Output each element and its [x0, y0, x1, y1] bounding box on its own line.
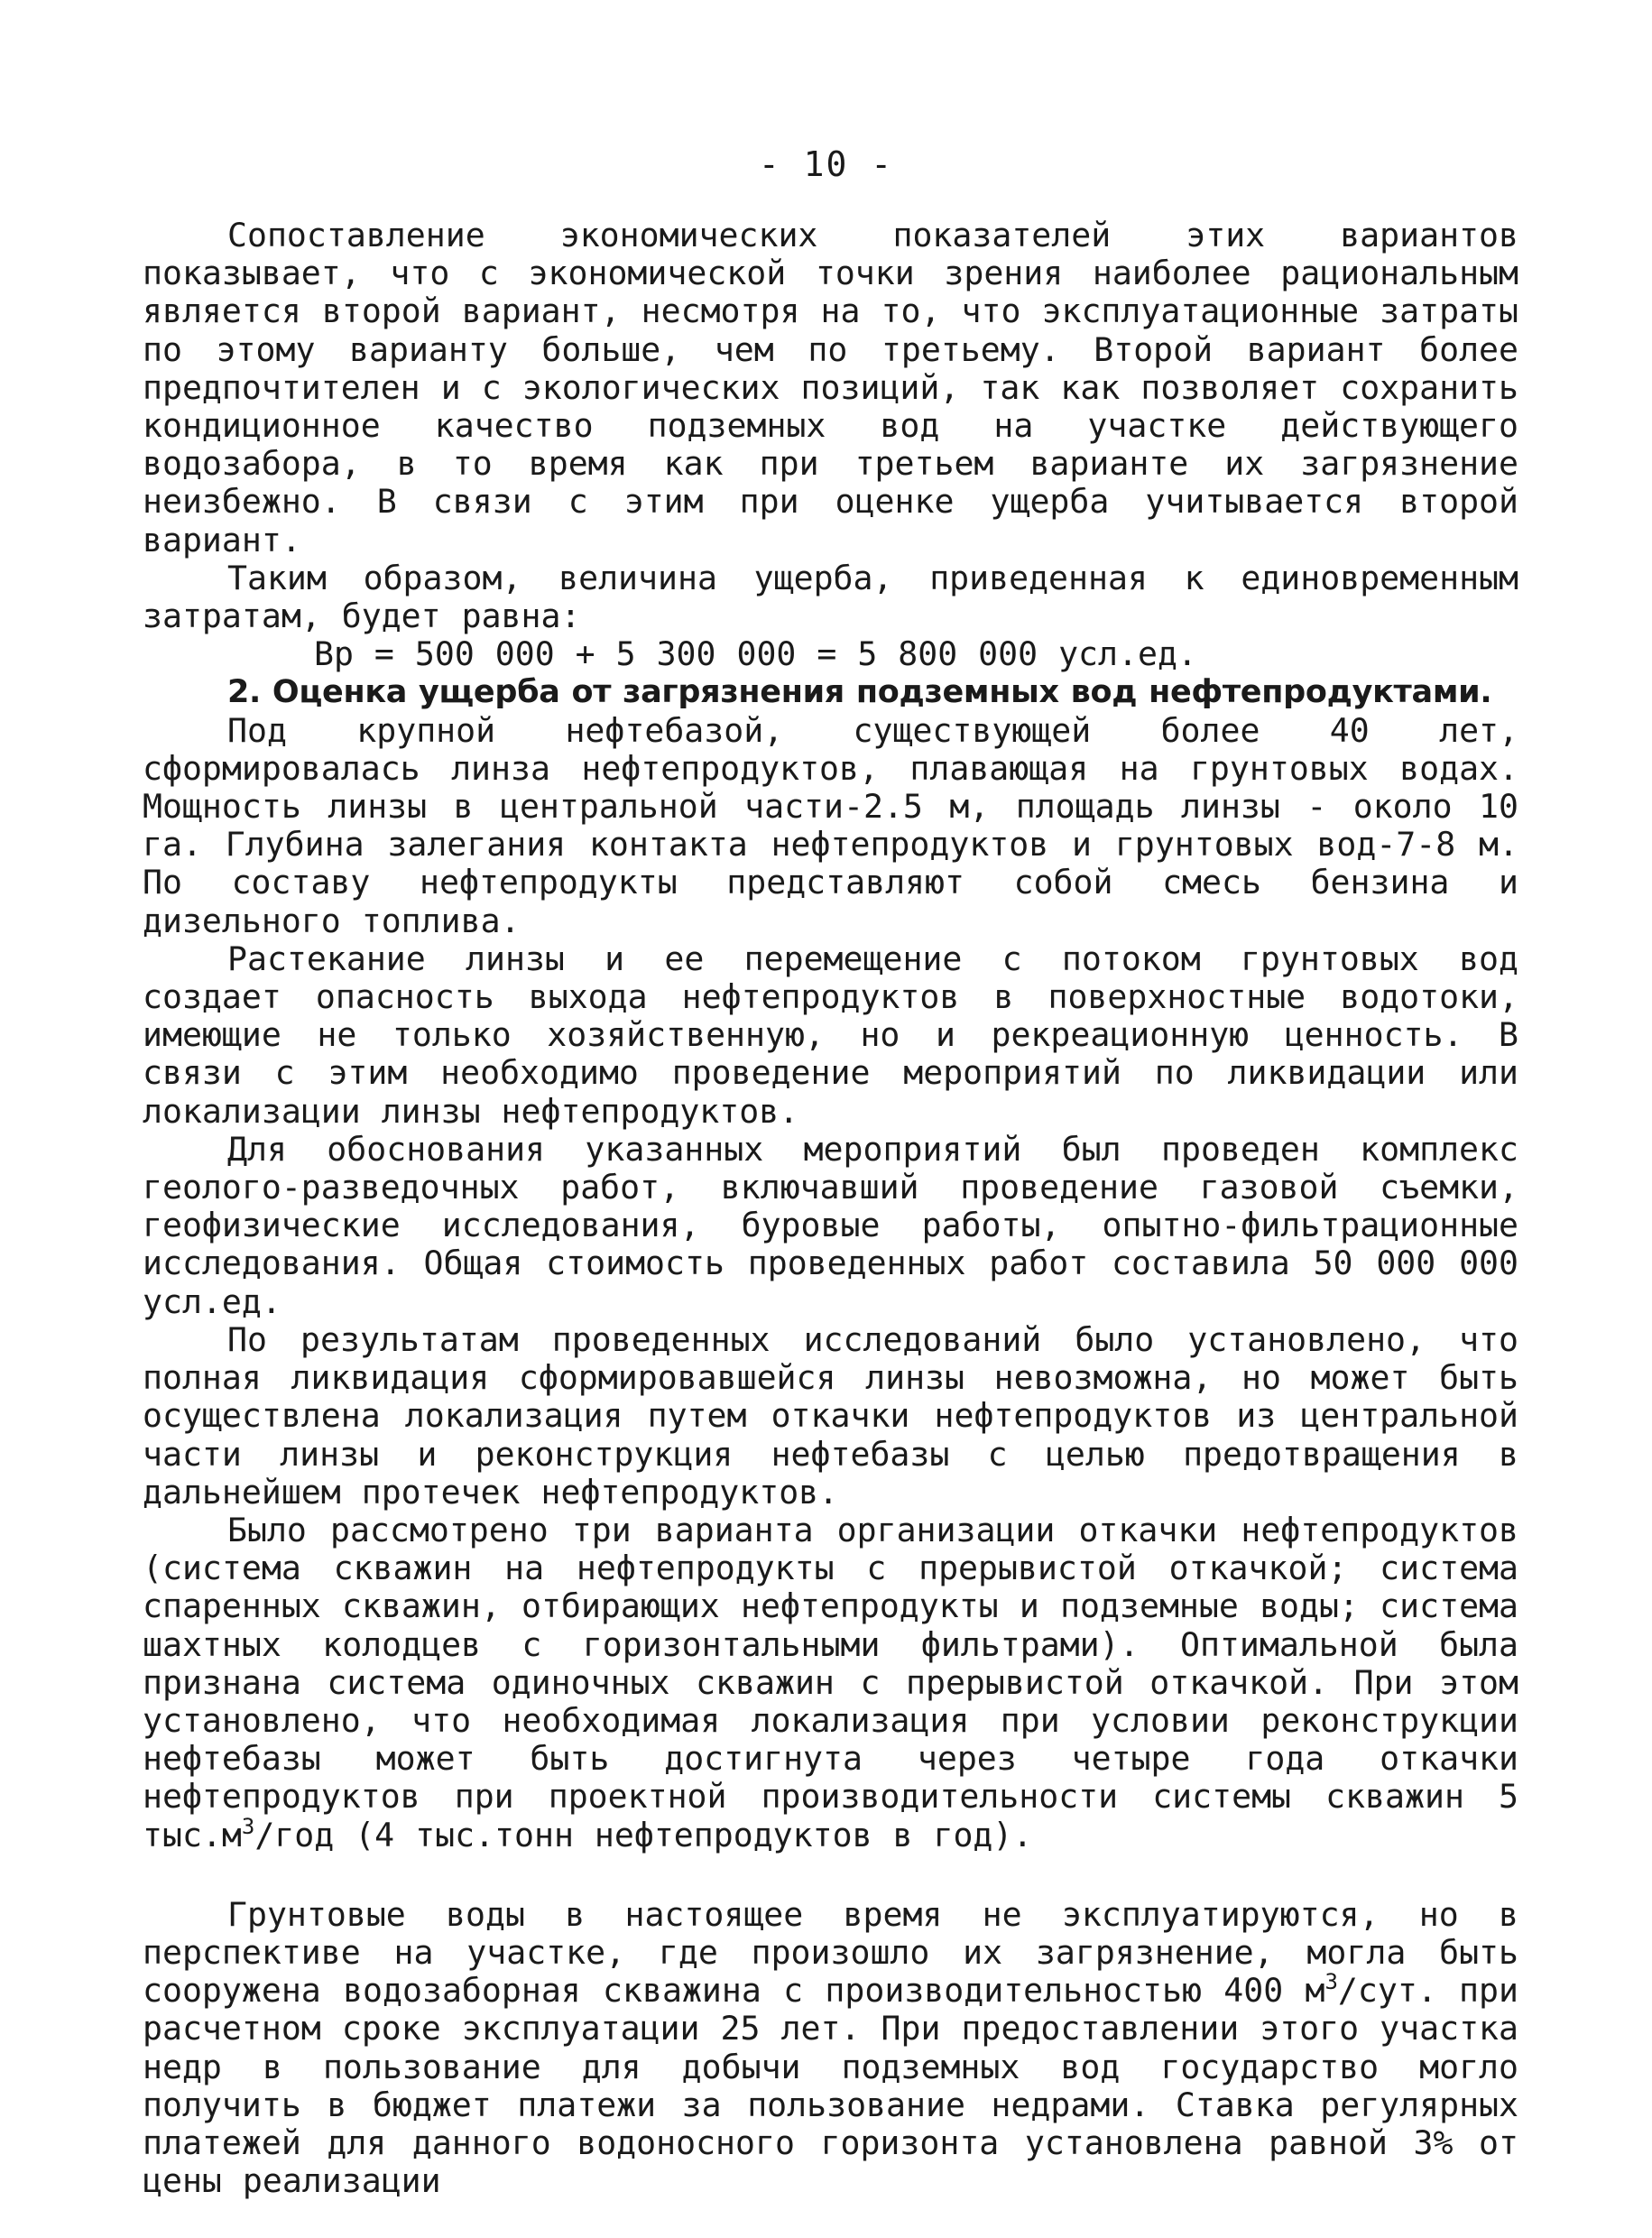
wells-text-before: Было рассмотрено три варианта организации откачки нефтепродуктов (система скважин на нефтепродукты с прерывистой откачкой; система спаренных скважин, отбирающих нефтепродукты и подземные воды; система шахтных колодцев с горизонтальными фильтрами). Оптимальной была признана система одиночных скважин с прерывистой откачкой. При этом установлено, что необходимая локализация при условии реконструкции нефтебазы может быть достигнута через четыре года откачки нефтепродуктов при проектной производительности системы скважин 5 тыс.м: [143, 1510, 1518, 1854]
paragraph-gap: [143, 1854, 1518, 1896]
groundwater-text-before: Грунтовые воды в настоящее время не эксплуатируются, но в перспективе на участке, где произошло их загрязнение, могла быть сооружена водозаборная скважина с производительностью 400 м: [143, 1894, 1518, 2011]
paragraph-spreading: Растекание линзы и ее перемещение с потоком грунтовых вод создает опасность выхода нефтепродуктов в поверхностные водотоки, имеющие не только хозяйственную, но и рекреационную ценность. В связи с этим необходимо проведение мероприятий по ликвидации или локализации линзы нефтепродуктов.: [143, 939, 1518, 1131]
paragraph-groundwater: [143, 1896, 1518, 2201]
paragraph-damage-total: Таким образом, величина ущерба, приведенная к единовременным затратам, будет равна:: [143, 558, 1518, 636]
wells-text-after: /год (4 тыс.тонн нефтепродуктов в год).: [254, 1815, 1033, 1854]
paragraph-survey: Для обоснования указанных мероприятий был проведен комплекс геолого-разведочных работ, включавший проведение газовой съемки, геофизические исследования, буровые работы, опытно-фильтрационные исследования. Общая стоимость проведенных работ составила 50 000 000 усл.ед.: [143, 1129, 1518, 1321]
paragraph-comparison: Сопоставление экономических показателей этих вариантов показывает, что с экономической точки зрения наиболее рациональным является второй вариант, несмотря на то, что эксплуатационные затраты по этому варианту больше, чем по третьему. Второй вариант более предпочтителен и с экологических позиций, так как позволяет сохранить кондиционное качество подземных вод на участке действующего водозабора, в то время как при третьем варианте их загрязнение неизбежно. В связи с этим при оценке ущерба учитывается второй вариант.: [143, 216, 1518, 560]
groundwater-text-after: /сут. при расчетном сроке эксплуатации 25 лет. При предоставлении этого участка недр в пользование для добычи подземных вод государство могло получить в бюджет платежи за пользование недрами. Ставка регулярных платежей для данного водоносного горизонта установлена равной 3% от цены реализации: [143, 1971, 1518, 2201]
body-text: [143, 217, 1518, 2200]
paragraph-oil-lens: Под крупной нефтебазой, существующей более 40 лет, сформировалась линза нефтепродуктов, плавающая на грунтовых водах. Мощность линзы в центральной части-2.5 м, площадь линзы - около 10 га. Глубина залегания контакта нефтепродуктов и грунтовых вод-7-8 м. По составу нефтепродукты представляют собой смесь бензина и дизельного топлива.: [143, 710, 1518, 940]
paragraph-wells: [143, 1512, 1518, 1854]
wells-superscript: 3: [241, 1813, 255, 1839]
paragraph-results: По результатам проведенных исследований было установлено, что полная ликвидация сформировавшейся линзы невозможна, но может быть осуществлена локализация путем откачки нефтепродуктов из центральной части линзы и реконструкция нефтебазы с целью предотвращения в дальнейшем протечек нефтепродуктов.: [143, 1319, 1518, 1512]
page-number: - 10 -: [758, 144, 894, 184]
damage-formula: Вр = 500 000 + 5 300 000 = 5 800 000 усл.ед.: [314, 634, 1197, 674]
groundwater-superscript: 3: [1324, 1969, 1338, 1995]
section-heading: 2. Оценка ущерба от загрязнения подземных вод нефтепродуктами.: [227, 674, 1492, 711]
